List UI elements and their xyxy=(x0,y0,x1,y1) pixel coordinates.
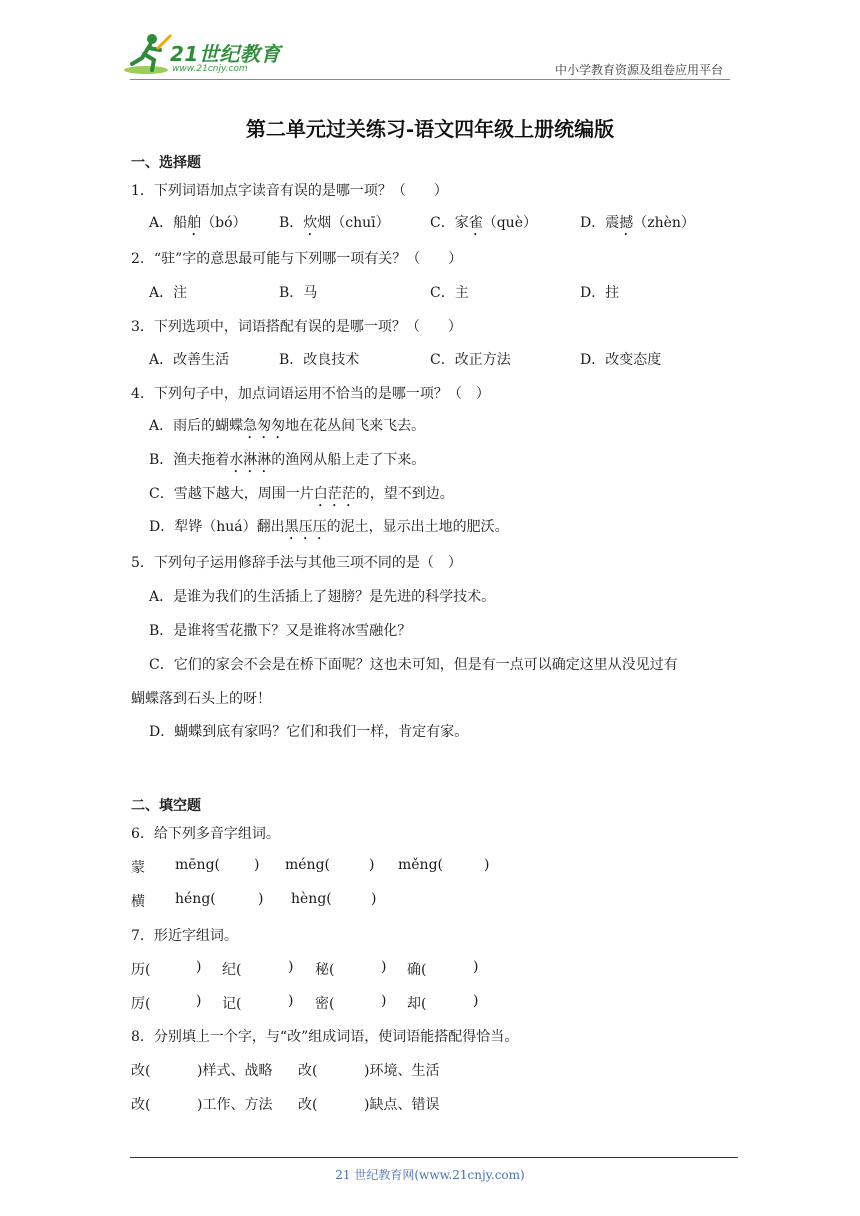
q7-r1-c2: 纪( xyxy=(222,962,242,978)
question-2-stem: 2．“驻”字的意思最可能与下列哪一项有关？（ ） xyxy=(131,251,463,267)
question-4-option-b: B．渔夫拖着水淋淋的渔网从船上走了下来。 xyxy=(149,452,426,468)
q6-blank-3-label: měng( xyxy=(398,857,444,873)
question-3-option-d: D．改变态度 xyxy=(580,352,662,368)
question-5-option-d: D．蝴蝶到底有家吗？它们和我们一样，肯定有家。 xyxy=(149,724,469,740)
question-4-option-a: A．雨后的蝴蝶急匆匆地在花丛间飞来飞去。 xyxy=(149,418,426,434)
question-2-option-d: D．拄 xyxy=(580,285,620,301)
q6-char-meng: 蒙 xyxy=(131,860,145,876)
q7-r2-c3-close: ) xyxy=(381,993,387,1009)
page-title: 第二单元过关练习-语文四年级上册统编版 xyxy=(245,117,615,141)
q7-r2-c2: 记( xyxy=(222,996,242,1012)
q7-r2-c1-close: ) xyxy=(196,993,202,1009)
logo xyxy=(122,30,292,80)
question-6-stem: 6．给下列多音字组词。 xyxy=(131,826,280,842)
q7-r1-c4: 确( xyxy=(407,962,427,978)
q6-blank-1-label: mēng( xyxy=(175,857,221,873)
question-8-stem: 8．分别填上一个字，与“改”组成词语，使词语能搭配得恰当。 xyxy=(131,1029,519,1045)
q8-r1-text-2: )环境、生活 xyxy=(364,1063,440,1079)
q7-r1-c1: 历( xyxy=(131,962,151,978)
q7-r1-c1-close: ) xyxy=(196,959,202,975)
question-3-option-b: B．改良技术 xyxy=(279,352,360,368)
question-4-option-c: C．雪越下越大，周围一片白茫茫的，望不到边。 xyxy=(149,486,454,502)
platform-text: 中小学教育资源及组卷应用平台 xyxy=(554,63,723,77)
q8-r2-text-1: )工作、方法 xyxy=(197,1097,273,1113)
q6-blank-4-label: héng( xyxy=(175,891,216,907)
question-5-option-a: A．是谁为我们的生活插上了翅膀？是先进的科学技术。 xyxy=(149,589,496,605)
question-2-option-b: B．马 xyxy=(279,285,318,301)
q7-r2-c4: 却( xyxy=(407,996,427,1012)
q6-blank-1-close: ) xyxy=(254,857,260,873)
q8-r1-blank-2: 改( xyxy=(298,1063,318,1079)
q6-char-heng: 横 xyxy=(131,894,145,910)
q6-blank-4-close: ) xyxy=(258,891,264,907)
q6-blank-5-label: hèng( xyxy=(291,891,332,907)
q6-blank-2-label: méng( xyxy=(285,857,331,873)
q8-r2-blank-2: 改( xyxy=(298,1097,318,1113)
logo-brand: 21世纪教育 xyxy=(170,42,281,66)
q7-r1-c2-close: ) xyxy=(288,959,294,975)
question-5-option-b: B．是谁将雪花撒下？又是谁将冰雪融化？ xyxy=(149,623,412,639)
q7-r2-c1: 厉( xyxy=(131,996,151,1012)
footer-divider xyxy=(130,1157,738,1158)
question-1-option-a: A．船舶（bó） xyxy=(149,215,247,231)
q8-r2-blank-1: 改( xyxy=(131,1097,151,1113)
question-2-option-c: C．主 xyxy=(430,285,469,301)
question-1-option-d: D．震撼（zhèn） xyxy=(580,215,695,231)
q7-r1-c3-close: ) xyxy=(381,959,387,975)
section-heading-fill: 二、填空题 xyxy=(131,798,201,814)
q7-r1-c3: 秘( xyxy=(315,962,335,978)
section-heading-choice: 一、选择题 xyxy=(131,155,201,171)
question-7-stem: 7．形近字组词。 xyxy=(131,928,238,944)
q8-r2-text-2: )缺点、错误 xyxy=(364,1097,440,1113)
question-1-option-c: C．家雀（què） xyxy=(430,215,537,231)
runner-logo-icon xyxy=(122,30,174,80)
q6-blank-5-close: ) xyxy=(371,891,377,907)
footer-link[interactable]: 21 世纪教育网(www.21cnjy.com) xyxy=(335,1168,525,1182)
question-1-stem: 1．下列词语加点字读音有误的是哪一项？（ ） xyxy=(131,183,448,199)
q7-r2-c3: 密( xyxy=(315,996,335,1012)
question-5-option-c-line1: C．它们的家会不会是在桥下面呢？这也未可知，但是有一点可以确定这里从没见过有 xyxy=(149,657,678,673)
q7-r2-c2-close: ) xyxy=(288,993,294,1009)
q6-blank-2-close: ) xyxy=(369,857,375,873)
question-3-option-c: C．改正方法 xyxy=(430,352,511,368)
question-4-stem: 4．下列句子中，加点词语运用不恰当的是哪一项？（ ） xyxy=(131,386,490,402)
q8-r1-blank-1: 改( xyxy=(131,1063,151,1079)
q8-r1-text-1: )样式、战略 xyxy=(197,1063,273,1079)
question-3-stem: 3．下列选项中，词语搭配有误的是哪一项？（ ） xyxy=(131,319,462,335)
q7-r2-c4-close: ) xyxy=(473,993,479,1009)
q6-blank-3-close: ) xyxy=(484,857,490,873)
logo-url: www.21cnjy.com xyxy=(172,64,248,74)
question-5-option-c-line2: 蝴蝶落到石头上的呀！ xyxy=(131,691,271,707)
question-2-option-a: A．注 xyxy=(149,285,188,301)
question-1-option-b: B．炊烟（chuī） xyxy=(279,215,390,231)
q7-r1-c4-close: ) xyxy=(473,959,479,975)
question-5-stem: 5．下列句子运用修辞手法与其他三项不同的是（ ） xyxy=(131,555,462,571)
header-divider xyxy=(130,79,730,80)
question-3-option-a: A．改善生活 xyxy=(149,352,230,368)
question-4-option-d: D．犁铧（huá）翻出黑压压的泥土，显示出土地的肥沃。 xyxy=(149,519,509,535)
